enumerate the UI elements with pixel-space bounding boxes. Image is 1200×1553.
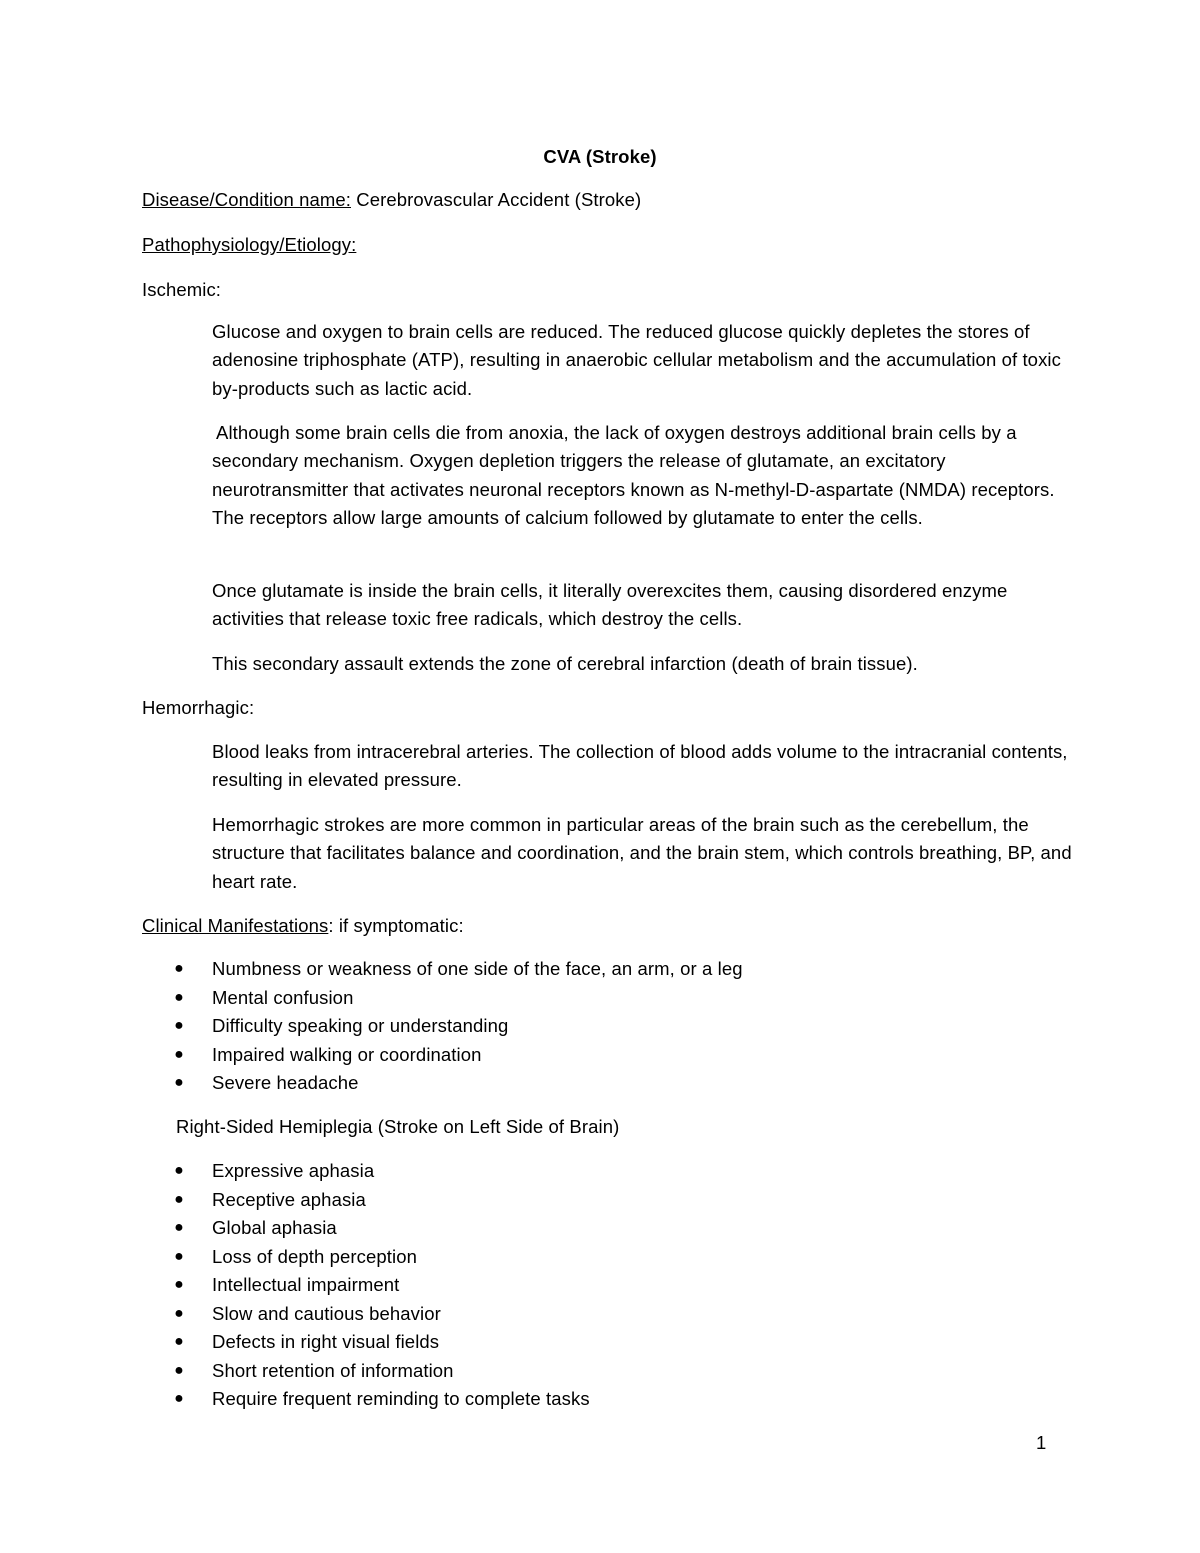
bullet-icon: ● xyxy=(174,1276,184,1293)
ischemic-paragraph-3: Once glutamate is inside the brain cells, it literally overexcites them, causing disordered enzyme activities that release toxic free radicals, which destroy the cells. xyxy=(212,580,1008,630)
list-item: ● Slow and cautious behavior xyxy=(174,1300,590,1329)
ischemic-paragraph-4: This secondary assault extends the zone of cerebral infarction (death of brain tissue). xyxy=(212,653,918,674)
disease-line xyxy=(142,186,641,214)
page-number: 1 xyxy=(1036,1432,1047,1453)
bullet-icon: ● xyxy=(174,988,184,1006)
ischemic-paragraph-2: Although some brain cells die from anoxia, the lack of oxygen destroys additional brain cells by a secondary mechanism. Oxygen depletion triggers the release of glutamate, an excitatory neurotransmitter that activates neuronal receptors known as N-methyl-D-aspartate (NMDA) receptors. The receptors allow large amounts of calcium followed by glutamate to enter the cells. xyxy=(212,422,1055,529)
list-item: ● Severe headache xyxy=(174,1069,743,1098)
list-item: ● Intellectual impairment xyxy=(174,1271,590,1300)
bullet-icon: ● xyxy=(174,1247,184,1265)
ischemic-paragraph-1: Glucose and oxygen to brain cells are reduced. The reduced glucose quickly depletes the stores of adenosine triphosphate (ATP), resulting in anaerobic cellular metabolism and the accumulation of toxic by-products such as lactic acid. xyxy=(212,321,1061,399)
disease-value: Cerebrovascular Accident (Stroke) xyxy=(351,189,642,210)
document-title: CVA (Stroke) xyxy=(543,146,657,167)
list-item: ● Short retention of information xyxy=(174,1357,590,1386)
bullet-icon: ● xyxy=(174,1190,184,1208)
list-item: ● Mental confusion xyxy=(174,984,743,1013)
bullet-icon: ● xyxy=(174,1017,184,1034)
bullet-icon: ● xyxy=(174,1333,184,1350)
bullet-icon: ● xyxy=(174,960,184,977)
list-item: ● Global aphasia xyxy=(174,1214,590,1243)
bullet-icon: ● xyxy=(174,1045,184,1063)
list-item: ● Require frequent reminding to complete tasks xyxy=(174,1385,590,1414)
hemorrhagic-heading: Hemorrhagic: xyxy=(142,697,255,718)
clinical-label: Clinical Manifestations xyxy=(142,915,329,936)
list-item: ● Impaired walking or coordination xyxy=(174,1041,743,1070)
bullet-icon: ● xyxy=(174,1304,184,1322)
list-item: ● Defects in right visual fields xyxy=(174,1328,590,1357)
bullet-icon: ● xyxy=(174,1219,184,1236)
list-item: ● Loss of depth perception xyxy=(174,1243,590,1272)
clinical-line xyxy=(142,912,464,940)
clinical-list xyxy=(174,955,743,1098)
clinical-suffix: : if symptomatic: xyxy=(328,915,464,936)
bullet-icon: ● xyxy=(174,1162,184,1179)
list-item: ● Receptive aphasia xyxy=(174,1186,590,1215)
right-sided-heading: Right-Sided Hemiplegia (Stroke on Left Side of Brain) xyxy=(176,1116,620,1137)
list-item: ● Numbness or weakness of one side of the face, an arm, or a leg xyxy=(174,955,743,984)
hemorrhagic-paragraph-2: Hemorrhagic strokes are more common in particular areas of the brain such as the cerebellum, the structure that facilitates balance and coordination, and the brain stem, which controls breathing, BP, and heart rate. xyxy=(212,814,1072,892)
disease-label: Disease/Condition name: xyxy=(142,189,351,210)
list-item: ● Difficulty speaking or understanding xyxy=(174,1012,743,1041)
bullet-icon: ● xyxy=(174,1361,184,1379)
hemorrhagic-paragraph-1: Blood leaks from intracerebral arteries. The collection of blood adds volume to the intracranial contents, resulting in elevated pressure. xyxy=(212,741,1068,791)
ischemic-heading: Ischemic: xyxy=(142,279,222,300)
pathophysiology-line xyxy=(142,231,356,259)
right-sided-list xyxy=(174,1157,590,1414)
bullet-icon: ● xyxy=(174,1074,184,1091)
bullet-icon: ● xyxy=(174,1390,184,1407)
pathophysiology-label: Pathophysiology/Etiology: xyxy=(142,234,357,255)
list-item: ● Expressive aphasia xyxy=(174,1157,590,1186)
